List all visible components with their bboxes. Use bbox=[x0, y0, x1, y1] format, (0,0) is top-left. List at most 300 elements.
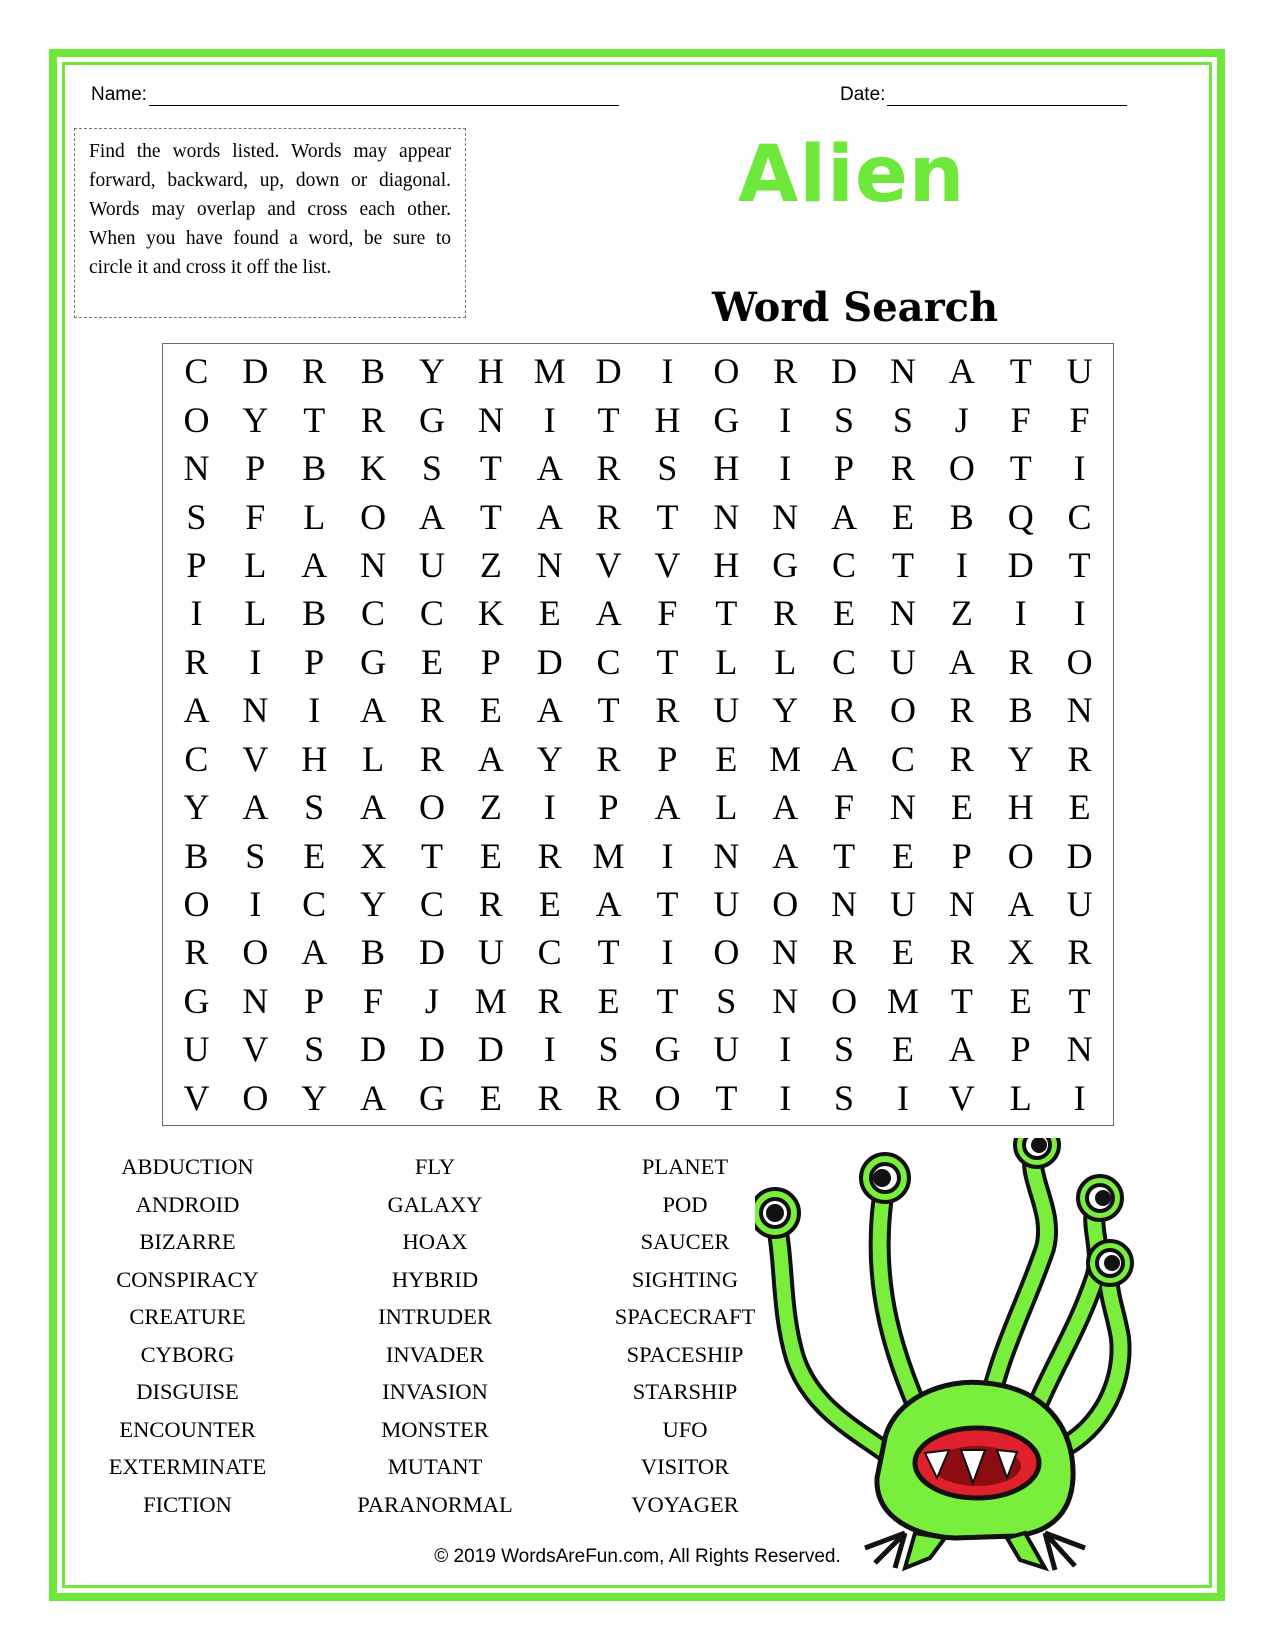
grid-cell[interactable]: I bbox=[543, 1029, 556, 1070]
grid-cell[interactable]: A bbox=[772, 835, 799, 876]
grid-cell[interactable]: I bbox=[249, 641, 262, 682]
grid-cell[interactable]: A bbox=[536, 496, 563, 537]
grid-cell[interactable]: T bbox=[1009, 448, 1032, 489]
grid-cell[interactable]: R bbox=[537, 980, 562, 1021]
grid-cell[interactable]: F bbox=[1069, 399, 1090, 440]
grid-cell[interactable]: R bbox=[1067, 932, 1092, 973]
grid-cell[interactable]: V bbox=[595, 544, 622, 585]
grid-cell[interactable]: P bbox=[480, 641, 501, 682]
grid-cell[interactable]: G bbox=[654, 1029, 681, 1070]
grid-cell[interactable]: L bbox=[715, 787, 738, 828]
grid-cell[interactable]: G bbox=[713, 399, 740, 440]
word-list-item: POD bbox=[662, 1191, 708, 1217]
word-list-item: GALAXY bbox=[387, 1191, 483, 1217]
grid-cell[interactable]: O bbox=[889, 690, 916, 731]
grid-cell[interactable]: F bbox=[834, 787, 855, 828]
grid-cell[interactable]: D bbox=[1066, 835, 1093, 876]
grid-cell[interactable]: S bbox=[834, 1029, 855, 1070]
grid-cell[interactable]: N bbox=[1066, 690, 1093, 731]
grid-cell[interactable]: D bbox=[418, 1029, 445, 1070]
copyright-text: © 2019 WordsAreFun.com, All Rights Reserved. bbox=[434, 1546, 841, 1567]
grid-cell[interactable]: U bbox=[713, 690, 740, 731]
grid-cell[interactable]: R bbox=[890, 448, 915, 489]
grid-cell[interactable]: I bbox=[249, 884, 262, 925]
word-list-item: UFO bbox=[662, 1416, 708, 1442]
grid-cell[interactable]: E bbox=[479, 835, 502, 876]
grid-cell[interactable]: E bbox=[420, 641, 443, 682]
grid-cell[interactable]: F bbox=[1010, 399, 1031, 440]
grid-cell[interactable]: P bbox=[657, 738, 678, 779]
grid-cell[interactable]: B bbox=[302, 448, 327, 489]
grid-cell[interactable]: N bbox=[1066, 1029, 1093, 1070]
grid-cell[interactable]: E bbox=[538, 884, 561, 925]
grid-cell[interactable]: O bbox=[948, 448, 975, 489]
word-list-item: INVASION bbox=[382, 1379, 488, 1404]
grid-cell[interactable]: E bbox=[891, 932, 914, 973]
grid-cell[interactable]: R bbox=[419, 690, 444, 731]
word-list-item: FLY bbox=[414, 1154, 456, 1179]
grid-cell[interactable]: F bbox=[657, 593, 678, 634]
grid-cell[interactable]: R bbox=[655, 690, 680, 731]
grid-cell[interactable]: C bbox=[419, 593, 444, 634]
page-subtitle: Word Search bbox=[712, 284, 999, 331]
grid-cell[interactable]: U bbox=[889, 884, 916, 925]
date-label: Date: bbox=[840, 84, 886, 105]
grid-cell[interactable]: S bbox=[421, 448, 442, 489]
grid-cell[interactable]: S bbox=[186, 496, 207, 537]
grid-cell[interactable]: Q bbox=[1007, 496, 1034, 537]
grid-cell[interactable]: V bbox=[948, 1077, 975, 1118]
grid-cell[interactable]: T bbox=[479, 448, 502, 489]
grid-cell[interactable]: E bbox=[1068, 787, 1091, 828]
grid-cell[interactable]: A bbox=[831, 738, 858, 779]
grid-cell[interactable]: R bbox=[419, 738, 444, 779]
word-list-item: ENCOUNTER bbox=[119, 1416, 256, 1442]
grid-cell[interactable]: S bbox=[892, 399, 913, 440]
grid-cell[interactable]: T bbox=[597, 932, 620, 973]
grid-cell[interactable]: S bbox=[834, 1077, 855, 1118]
grid-cell[interactable]: C bbox=[1067, 496, 1092, 537]
grid-cell[interactable]: A bbox=[301, 544, 328, 585]
word-list-item: HOAX bbox=[402, 1229, 468, 1254]
grid-cell[interactable]: J bbox=[954, 399, 969, 440]
grid-cell[interactable]: T bbox=[1068, 544, 1091, 585]
grid-cell[interactable]: L bbox=[362, 738, 385, 779]
grid-cell[interactable]: N bbox=[889, 593, 916, 634]
grid-cell[interactable]: A bbox=[948, 641, 975, 682]
grid-cell[interactable]: E bbox=[833, 593, 856, 634]
grid-cell[interactable]: U bbox=[889, 641, 916, 682]
grid-cell[interactable]: O bbox=[242, 1077, 269, 1118]
grid-cell[interactable]: T bbox=[479, 496, 502, 537]
word-search-grid bbox=[162, 343, 1114, 1126]
grid-cell[interactable]: P bbox=[245, 448, 266, 489]
grid-cell[interactable]: C bbox=[361, 593, 386, 634]
grid-cell[interactable]: Y bbox=[772, 690, 799, 731]
grid-cell[interactable]: R bbox=[361, 399, 386, 440]
name-line[interactable] bbox=[149, 87, 619, 106]
grid-cell[interactable]: N bbox=[536, 544, 563, 585]
grid-cell[interactable]: O bbox=[1066, 641, 1093, 682]
grid-cell[interactable]: R bbox=[1008, 641, 1033, 682]
grid-cell[interactable]: C bbox=[890, 738, 915, 779]
grid-cell[interactable]: R bbox=[184, 932, 209, 973]
grid-cell[interactable]: A bbox=[360, 690, 387, 731]
grid-cell[interactable]: T bbox=[1009, 351, 1032, 392]
grid-cell[interactable]: R bbox=[184, 641, 209, 682]
grid-cell[interactable]: C bbox=[302, 884, 327, 925]
grid-cell[interactable]: I bbox=[308, 690, 321, 731]
word-list-item: VISITOR bbox=[640, 1454, 730, 1479]
grid-cell[interactable]: Y bbox=[360, 884, 387, 925]
grid-cell[interactable]: R bbox=[596, 496, 621, 537]
grid-cell[interactable]: O bbox=[183, 884, 210, 925]
grid-cell[interactable]: M bbox=[474, 980, 507, 1021]
grid-cell[interactable]: S bbox=[598, 1029, 619, 1070]
grid-cell[interactable]: B bbox=[184, 835, 209, 876]
word-list-item: DISGUISE bbox=[136, 1379, 239, 1404]
grid-cell[interactable]: R bbox=[537, 835, 562, 876]
grid-cell[interactable]: P bbox=[951, 835, 972, 876]
grid-cell[interactable]: A bbox=[360, 1077, 387, 1118]
word-list-item: CREATURE bbox=[129, 1304, 246, 1329]
grid-cell[interactable]: F bbox=[363, 980, 384, 1021]
grid-cell[interactable]: B bbox=[1008, 690, 1033, 731]
word-list-item: ABDUCTION bbox=[121, 1154, 254, 1179]
grid-cell[interactable]: N bbox=[713, 496, 740, 537]
instructions-box: Find the words listed. Words may appear forward, backward, up, down or diagonal. Words may overlap and cross each other. When you have found a word, be sure to circle it and cross it off the list. bbox=[74, 128, 466, 318]
grid-cell[interactable]: R bbox=[537, 1077, 562, 1118]
grid-cell[interactable]: S bbox=[304, 787, 325, 828]
word-list-item: BIZARRE bbox=[139, 1229, 236, 1254]
grid-cell[interactable]: I bbox=[661, 835, 674, 876]
grid-cell[interactable]: D bbox=[831, 351, 858, 392]
grid-cell[interactable]: E bbox=[479, 1077, 502, 1118]
grid-cell[interactable]: Y bbox=[242, 399, 269, 440]
word-list-column-1 bbox=[85, 1148, 290, 1523]
grid-cell[interactable]: L bbox=[1009, 1077, 1032, 1118]
grid-cell[interactable]: A bbox=[301, 932, 328, 973]
grid-cell[interactable]: U bbox=[418, 544, 445, 585]
grid-cell[interactable]: K bbox=[477, 593, 504, 634]
word-list-item: MONSTER bbox=[381, 1416, 489, 1442]
grid-cell[interactable]: Z bbox=[479, 544, 502, 585]
grid-cell[interactable]: M bbox=[592, 835, 625, 876]
grid-cell[interactable]: A bbox=[418, 496, 445, 537]
grid-cell[interactable]: I bbox=[190, 593, 203, 634]
grid-cell[interactable]: A bbox=[360, 787, 387, 828]
grid-cell[interactable]: O bbox=[831, 980, 858, 1021]
grid-cell[interactable]: X bbox=[360, 835, 387, 876]
grid-cell[interactable]: A bbox=[948, 351, 975, 392]
grid-cell[interactable]: H bbox=[1007, 787, 1034, 828]
grid-cell[interactable]: S bbox=[657, 448, 678, 489]
grid-cell[interactable]: R bbox=[949, 738, 974, 779]
grid-cell[interactable]: O bbox=[360, 496, 387, 537]
grid-cell[interactable]: S bbox=[245, 835, 266, 876]
grid-cell[interactable]: M bbox=[769, 738, 802, 779]
grid-cell[interactable]: N bbox=[831, 884, 858, 925]
grid-cell[interactable]: H bbox=[301, 738, 328, 779]
word-list-item: SAUCER bbox=[640, 1229, 730, 1254]
grid-cell[interactable]: R bbox=[478, 884, 503, 925]
grid-cell[interactable]: R bbox=[596, 448, 621, 489]
grid-cell[interactable]: I bbox=[955, 544, 968, 585]
word-list-item: SPACESHIP bbox=[626, 1341, 744, 1367]
grid-cell[interactable]: E bbox=[950, 787, 973, 828]
grid-cell[interactable]: T bbox=[833, 835, 856, 876]
grid-cell[interactable]: A bbox=[595, 593, 622, 634]
grid-cell[interactable]: G bbox=[418, 399, 445, 440]
grid-cell[interactable]: N bbox=[889, 351, 916, 392]
word-list-item: ANDROID bbox=[135, 1191, 240, 1217]
word-list-column-2 bbox=[335, 1148, 535, 1523]
grid-cell[interactable]: H bbox=[713, 448, 740, 489]
grid-cell[interactable]: U bbox=[713, 1029, 740, 1070]
grid-cell[interactable]: I bbox=[1014, 593, 1027, 634]
word-list-item: HYBRID bbox=[391, 1266, 479, 1292]
grid-cell[interactable]: E bbox=[891, 496, 914, 537]
grid-cell[interactable]: D bbox=[418, 932, 445, 973]
grid-cell[interactable]: S bbox=[304, 1029, 325, 1070]
word-list-item: MUTANT bbox=[387, 1454, 483, 1479]
grid-cell[interactable]: N bbox=[360, 544, 387, 585]
alien-monster-icon bbox=[755, 1138, 1235, 1578]
grid-cell[interactable]: I bbox=[543, 399, 556, 440]
grid-cell[interactable]: O bbox=[654, 1077, 681, 1118]
grid-cell[interactable]: N bbox=[948, 884, 975, 925]
grid-cell[interactable]: V bbox=[242, 1029, 269, 1070]
grid-cell[interactable]: E bbox=[1009, 980, 1032, 1021]
grid-cell[interactable]: D bbox=[1007, 544, 1034, 585]
grid-cell[interactable]: E bbox=[891, 1029, 914, 1070]
grid-cell[interactable]: C bbox=[184, 351, 209, 392]
grid-cell[interactable]: R bbox=[1067, 738, 1092, 779]
grid-cell[interactable]: C bbox=[419, 884, 444, 925]
grid-cell[interactable]: I bbox=[1073, 448, 1086, 489]
grid-cell[interactable]: I bbox=[779, 1077, 792, 1118]
grid-cell[interactable]: B bbox=[949, 496, 974, 537]
grid-cell[interactable]: R bbox=[832, 932, 857, 973]
grid-cell[interactable]: B bbox=[302, 593, 327, 634]
grid-cell[interactable]: M bbox=[886, 980, 919, 1021]
grid-cell[interactable]: P bbox=[834, 448, 855, 489]
grid-cell[interactable]: A bbox=[183, 690, 210, 731]
grid-cell[interactable]: P bbox=[598, 787, 619, 828]
grid-cell[interactable]: E bbox=[303, 835, 326, 876]
grid-cell[interactable]: V bbox=[242, 738, 269, 779]
grid-cell[interactable]: A bbox=[948, 1029, 975, 1070]
grid-cell[interactable]: C bbox=[537, 932, 562, 973]
grid-cell[interactable]: I bbox=[1073, 593, 1086, 634]
grid-cell[interactable]: O bbox=[183, 399, 210, 440]
grid-cell[interactable]: T bbox=[715, 593, 738, 634]
grid-cell[interactable]: U bbox=[1066, 884, 1093, 925]
word-list-item: PARANORMAL bbox=[357, 1491, 513, 1517]
grid-cell[interactable]: T bbox=[950, 980, 973, 1021]
word-list-item: CYBORG bbox=[140, 1341, 235, 1367]
grid-cell[interactable]: N bbox=[713, 835, 740, 876]
grid-cell[interactable]: T bbox=[891, 544, 914, 585]
grid-cell[interactable]: T bbox=[420, 835, 443, 876]
grid-cell[interactable]: O bbox=[772, 884, 799, 925]
grid-cell[interactable]: D bbox=[242, 351, 269, 392]
grid-cell[interactable]: D bbox=[536, 641, 563, 682]
grid-cell[interactable]: D bbox=[360, 1029, 387, 1070]
grid-cell[interactable]: I bbox=[896, 1077, 909, 1118]
word-list-item: FICTION bbox=[143, 1491, 232, 1517]
grid-cell[interactable]: C bbox=[832, 544, 857, 585]
grid-cell[interactable]: O bbox=[242, 932, 269, 973]
grid-cell[interactable]: R bbox=[773, 593, 798, 634]
grid-cell[interactable]: Y bbox=[301, 1077, 328, 1118]
grid-cell[interactable]: T bbox=[656, 980, 679, 1021]
grid-cell[interactable]: N bbox=[772, 496, 799, 537]
grid-cell[interactable]: I bbox=[779, 399, 792, 440]
grid-cell[interactable]: K bbox=[360, 448, 387, 489]
grid-cell[interactable]: I bbox=[1073, 1077, 1086, 1118]
word-list-item: PLANET bbox=[641, 1154, 729, 1179]
grid-cell[interactable]: I bbox=[661, 351, 674, 392]
grid-cell[interactable]: D bbox=[595, 351, 622, 392]
word-list-item: SPACECRAFT bbox=[614, 1304, 756, 1329]
grid-cell[interactable]: U bbox=[713, 884, 740, 925]
grid-cell[interactable]: T bbox=[303, 399, 326, 440]
name-field[interactable] bbox=[91, 84, 619, 106]
grid-cell[interactable]: E bbox=[715, 738, 738, 779]
grid-cell[interactable]: H bbox=[477, 351, 504, 392]
grid-cell[interactable]: S bbox=[716, 980, 737, 1021]
grid-cell[interactable]: T bbox=[656, 641, 679, 682]
grid-cell[interactable]: Z bbox=[479, 787, 502, 828]
grid-cell[interactable]: A bbox=[831, 496, 858, 537]
grid-cell[interactable]: L bbox=[244, 593, 267, 634]
grid-cell[interactable]: L bbox=[774, 641, 797, 682]
grid-cell[interactable]: C bbox=[596, 641, 621, 682]
word-list-item: INTRUDER bbox=[378, 1304, 492, 1329]
grid-cell[interactable]: O bbox=[418, 787, 445, 828]
grid-cell[interactable]: A bbox=[477, 738, 504, 779]
word-list-item: VOYAGER bbox=[631, 1491, 739, 1517]
grid-cell[interactable]: Y bbox=[536, 738, 563, 779]
grid-cell[interactable]: T bbox=[597, 690, 620, 731]
word-list-item: EXTERMINATE bbox=[108, 1454, 267, 1479]
grid-cell[interactable]: G bbox=[360, 641, 387, 682]
name-label: Name: bbox=[91, 84, 147, 105]
grid-cell[interactable]: N bbox=[477, 399, 504, 440]
grid-cell[interactable]: R bbox=[949, 690, 974, 731]
word-list-item: INVADER bbox=[385, 1341, 485, 1367]
grid-cell[interactable]: V bbox=[183, 1077, 210, 1118]
grid-cell[interactable]: E bbox=[597, 980, 620, 1021]
grid-cell[interactable]: R bbox=[949, 932, 974, 973]
grid-cell[interactable]: H bbox=[654, 399, 681, 440]
grid-cell[interactable]: T bbox=[597, 399, 620, 440]
grid-cell[interactable]: N bbox=[183, 448, 210, 489]
grid-cell[interactable]: T bbox=[1068, 980, 1091, 1021]
grid-cell[interactable]: B bbox=[361, 932, 386, 973]
grid-cell[interactable]: I bbox=[661, 932, 674, 973]
grid-cell[interactable]: V bbox=[654, 544, 681, 585]
grid-cell[interactable]: Y bbox=[418, 351, 445, 392]
grid-cell[interactable]: A bbox=[536, 448, 563, 489]
grid-cell[interactable]: H bbox=[713, 544, 740, 585]
grid-cell[interactable]: N bbox=[242, 690, 269, 731]
grid-cell[interactable]: R bbox=[596, 1077, 621, 1118]
grid-cell[interactable]: D bbox=[477, 1029, 504, 1070]
grid-cell[interactable]: Z bbox=[950, 593, 973, 634]
grid-cell[interactable]: R bbox=[832, 690, 857, 731]
grid-cell[interactable]: A bbox=[536, 690, 563, 731]
grid-cell[interactable]: N bbox=[772, 932, 799, 973]
grid-cell[interactable]: T bbox=[656, 884, 679, 925]
grid-cell[interactable]: P bbox=[1010, 1029, 1031, 1070]
grid-cell[interactable]: X bbox=[1007, 932, 1034, 973]
grid-cell[interactable]: P bbox=[304, 980, 325, 1021]
grid-cell[interactable]: U bbox=[183, 1029, 210, 1070]
word-list-item: CONSPIRACY bbox=[116, 1266, 259, 1292]
grid-cell[interactable]: J bbox=[424, 980, 439, 1021]
grid-cell[interactable]: I bbox=[543, 787, 556, 828]
grid-cell[interactable]: G bbox=[418, 1077, 445, 1118]
grid-cell[interactable]: I bbox=[779, 1029, 792, 1070]
grid-cell[interactable]: A bbox=[1007, 884, 1034, 925]
grid-cell[interactable]: B bbox=[361, 351, 386, 392]
grid-cell[interactable]: G bbox=[772, 544, 799, 585]
grid-cell[interactable]: M bbox=[533, 351, 566, 392]
grid-cell[interactable]: U bbox=[477, 932, 504, 973]
grid-cell[interactable]: N bbox=[889, 787, 916, 828]
date-line[interactable] bbox=[887, 87, 1127, 106]
grid-cell[interactable]: O bbox=[713, 351, 740, 392]
grid-cell[interactable]: E bbox=[479, 690, 502, 731]
word-list-item: STARSHIP bbox=[632, 1379, 738, 1404]
grid-cell[interactable]: N bbox=[772, 980, 799, 1021]
grid-cell[interactable]: A bbox=[654, 787, 681, 828]
grid-cell[interactable]: Y bbox=[1007, 738, 1034, 779]
grid-cell[interactable]: O bbox=[713, 932, 740, 973]
grid-cell[interactable]: A bbox=[772, 787, 799, 828]
grid-cell[interactable]: P bbox=[186, 544, 207, 585]
grid-cell[interactable]: I bbox=[779, 448, 792, 489]
grid-cell[interactable]: R bbox=[773, 351, 798, 392]
grid-cell[interactable]: C bbox=[832, 641, 857, 682]
grid-cell[interactable]: R bbox=[302, 351, 327, 392]
grid-cell[interactable]: R bbox=[596, 738, 621, 779]
grid-cell[interactable]: E bbox=[891, 835, 914, 876]
grid-cell[interactable]: E bbox=[538, 593, 561, 634]
grid-cell[interactable]: A bbox=[242, 787, 269, 828]
grid-cell[interactable]: Y bbox=[183, 787, 210, 828]
grid-cell[interactable]: F bbox=[245, 496, 266, 537]
page-title: Alien bbox=[738, 130, 966, 220]
grid-cell[interactable]: S bbox=[834, 399, 855, 440]
grid-cell[interactable]: L bbox=[303, 496, 326, 537]
grid-cell[interactable]: U bbox=[1066, 351, 1093, 392]
grid-cell[interactable]: A bbox=[595, 884, 622, 925]
grid-cell[interactable]: T bbox=[656, 496, 679, 537]
date-field[interactable] bbox=[840, 84, 1127, 106]
grid-cell[interactable]: L bbox=[715, 641, 738, 682]
grid-cell[interactable]: O bbox=[1007, 835, 1034, 876]
grid-cell[interactable]: G bbox=[183, 980, 210, 1021]
grid-cell[interactable]: C bbox=[184, 738, 209, 779]
word-list-item: SIGHTING bbox=[631, 1266, 739, 1292]
grid-cell[interactable]: N bbox=[242, 980, 269, 1021]
grid-cell[interactable]: T bbox=[715, 1077, 738, 1118]
grid-cell[interactable]: P bbox=[304, 641, 325, 682]
grid-cell[interactable]: L bbox=[244, 544, 267, 585]
